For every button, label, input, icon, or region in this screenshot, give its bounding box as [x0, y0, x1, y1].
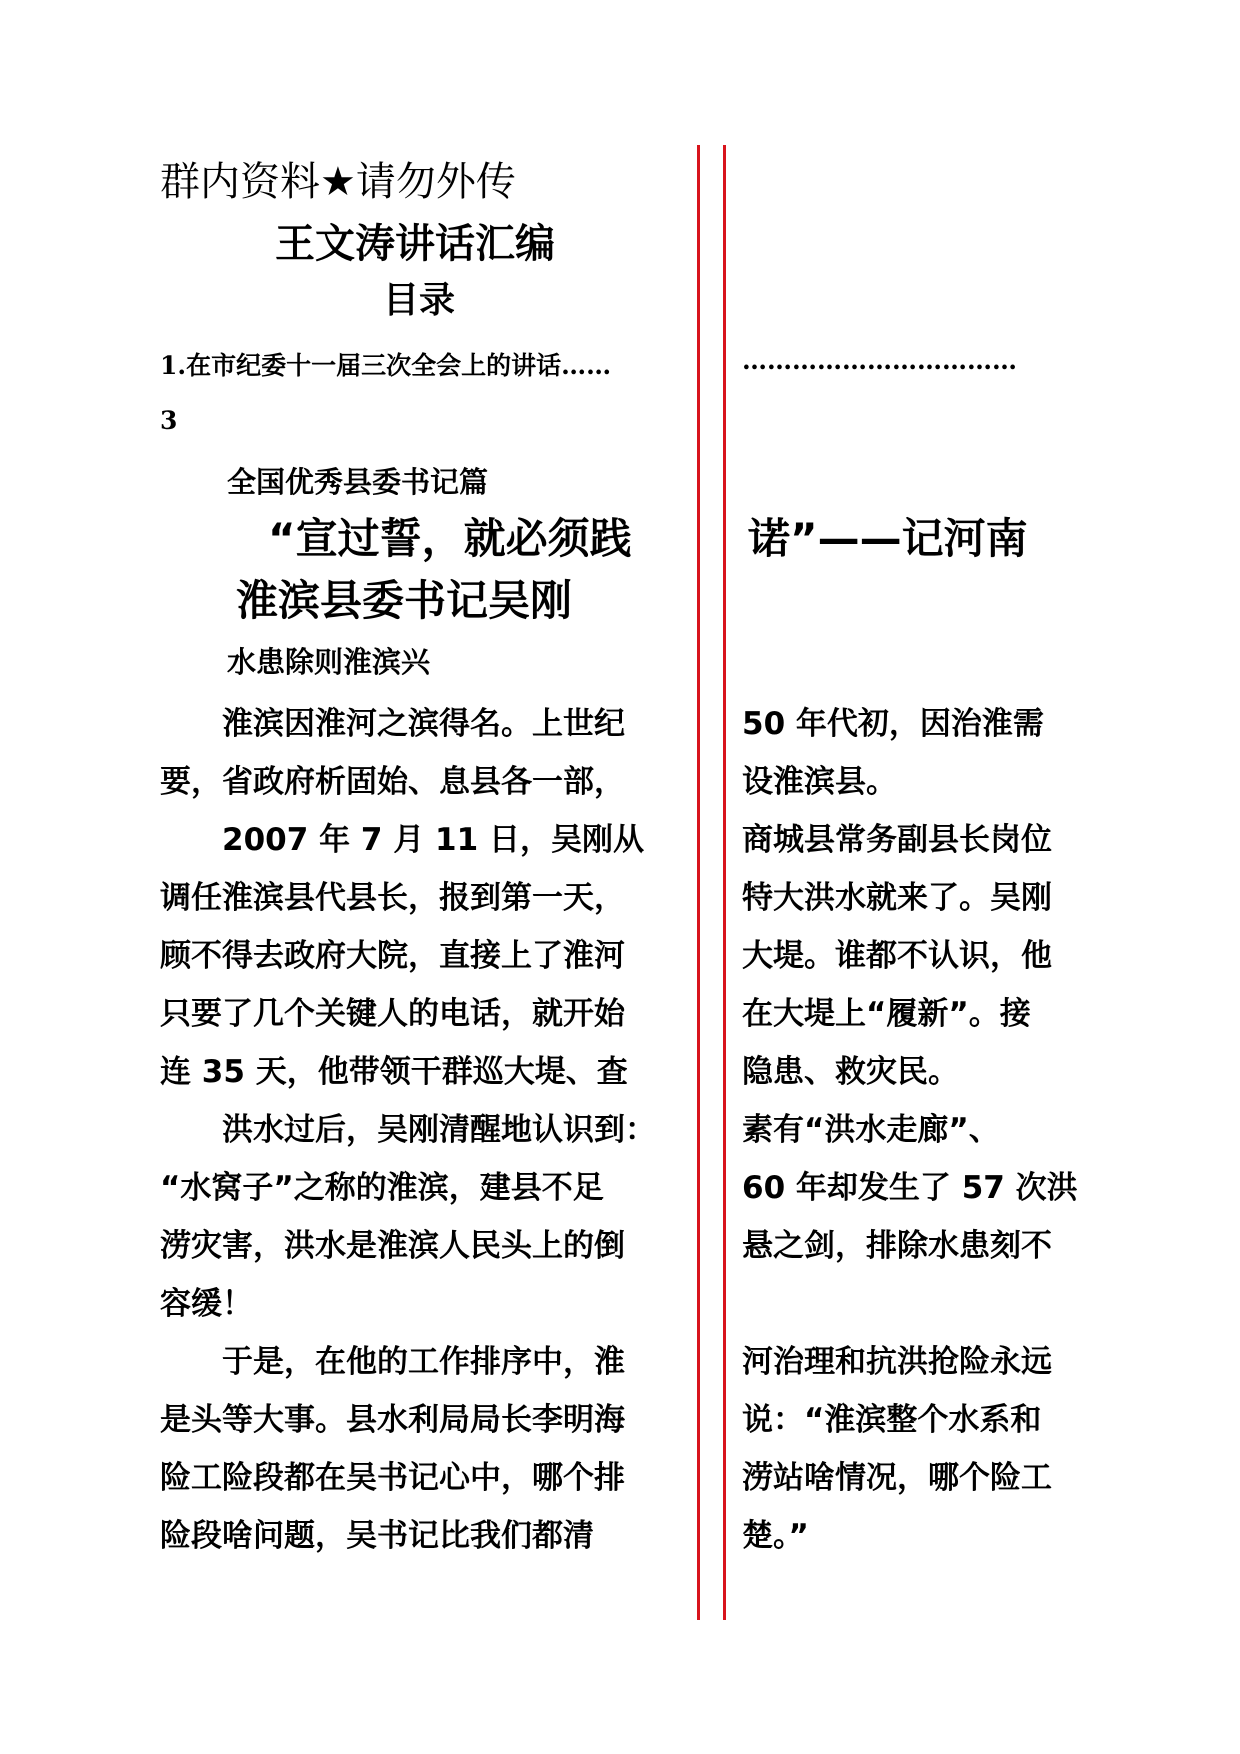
left-line: “水窝子”之称的淮滨，建县不足: [160, 1170, 604, 1206]
left-line: 于是，在他的工作排序中，淮: [160, 1344, 625, 1380]
left-line: 容缓！: [160, 1286, 253, 1322]
left-line: 是头等大事。县水利局局长李明海: [160, 1402, 625, 1438]
confidential-notice: 群内资料★请勿外传: [160, 159, 516, 205]
headline-right-1: 诺”——记河南: [748, 514, 1028, 563]
right-line: 设淮滨县。: [742, 764, 897, 800]
compilation-title: 王文涛讲话汇编: [275, 221, 555, 267]
right-line: 涝站啥情况，哪个险工: [742, 1460, 1052, 1496]
toc-item-1: 1.在市纪委十一届三次全会上的讲话……: [160, 351, 612, 380]
left-line: 要，省政府析固始、息县各一部，: [160, 764, 625, 800]
left-line: 洪水过后，吴刚清醒地认识到：: [160, 1112, 656, 1148]
right-line: 大堤。谁都不认识，他: [742, 938, 1052, 974]
right-line: 商城县常务副县长岗位: [742, 822, 1052, 858]
headline-left-1: “宣过誓，就必须践: [268, 514, 632, 563]
toc-heading: 目录: [383, 280, 456, 321]
right-line: 在大堤上“履新”。接: [742, 996, 1031, 1032]
right-line: 50 年代初，因治淮需: [742, 706, 1044, 742]
column-divider-right: [723, 145, 726, 1620]
left-line: 淮滨因淮河之滨得名。上世纪: [160, 706, 625, 742]
toc-item-1-leader: ……………………………: [742, 346, 1017, 375]
right-line: 特大洪水就来了。吴刚: [742, 880, 1052, 916]
left-line: 2007 年 7 月 11 日，吴刚从: [160, 822, 644, 858]
left-line: 调任淮滨县代县长，报到第一天，: [160, 880, 625, 916]
toc-item-1-page: 3: [160, 406, 178, 435]
headline-left-2: 淮滨县委书记吴刚: [236, 576, 573, 625]
right-line: 河治理和抗洪抢险永远: [742, 1344, 1052, 1380]
right-line: 隐患、救灾民。: [742, 1054, 959, 1090]
right-line: 说：“淮滨整个水系和: [742, 1402, 1042, 1438]
article-subhead: 水患除则淮滨兴: [227, 645, 431, 679]
left-line: 只要了几个关键人的电话，就开始: [160, 996, 625, 1032]
section-heading: 全国优秀县委书记篇: [227, 465, 489, 499]
left-line: 涝灾害，洪水是淮滨人民头上的倒: [160, 1228, 625, 1264]
right-line: 60 年却发生了 57 次洪: [742, 1170, 1078, 1206]
right-line: 素有“洪水走廊”、: [742, 1112, 1000, 1148]
column-divider-left: [697, 145, 700, 1620]
left-line: 连 35 天，他带领干群巡大堤、查: [160, 1054, 628, 1090]
left-line: 险工险段都在吴书记心中，哪个排: [160, 1460, 625, 1496]
left-line: 顾不得去政府大院，直接上了淮河: [160, 938, 625, 974]
left-line: 险段啥问题，吴书记比我们都清: [160, 1518, 594, 1554]
right-line: 悬之剑，排除水患刻不: [742, 1228, 1052, 1264]
right-line: 楚。”: [742, 1518, 809, 1554]
